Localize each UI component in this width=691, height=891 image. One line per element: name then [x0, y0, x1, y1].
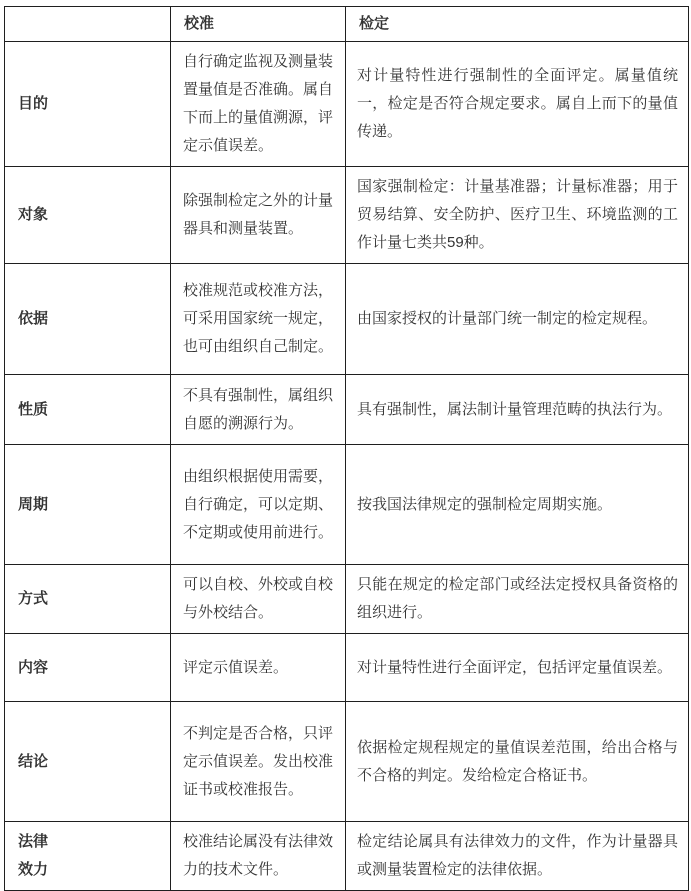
cell-content-calibration: 评定示值误差。 [171, 634, 346, 702]
cell-purpose-calibration: 自行确定监视及测量装置量值是否准确。属自下而上的量值溯源，评定示值误差。 [171, 42, 346, 167]
cell-content-verification: 对计量特性进行全面评定，包括评定量值误差。 [346, 634, 689, 702]
cell-basis-calibration: 校准规范或校准方法，可采用国家统一规定，也可由组织自己制定。 [171, 264, 346, 375]
row-label-cycle: 周期 [5, 445, 171, 565]
row-label-object: 对象 [5, 167, 171, 264]
comparison-table [4, 6, 689, 891]
cell-cycle-calibration: 由组织根据使用需要，自行确定，可以定期、不定期或使用前进行。 [171, 445, 346, 565]
table-row-content [5, 634, 689, 702]
cell-object-verification: 国家强制检定：计量基准器；计量标准器；用于贸易结算、安全防护、医疗卫生、环境监测的工作计量七类共59种。 [346, 167, 689, 264]
cell-nature-verification: 具有强制性，属法制计量管理范畴的执法行为。 [346, 375, 689, 445]
cell-method-verification: 只能在规定的检定部门或经法定授权具备资格的组织进行。 [346, 565, 689, 634]
cell-legal-effect-verification: 检定结论属具有法律效力的文件，作为计量器具或测量装置检定的法律依据。 [346, 822, 689, 891]
table-row-basis [5, 264, 689, 375]
row-label-nature: 性质 [5, 375, 171, 445]
cell-conclusion-calibration: 不判定是否合格，只评定示值误差。发出校准证书或校准报告。 [171, 702, 346, 822]
table-row-legal-effect [5, 822, 689, 891]
cell-basis-verification: 由国家授权的计量部门统一制定的检定规程。 [346, 264, 689, 375]
cell-cycle-verification: 按我国法律规定的强制检定周期实施。 [346, 445, 689, 565]
cell-method-calibration: 可以自校、外校或自校与外校结合。 [171, 565, 346, 634]
table-row-cycle [5, 445, 689, 565]
row-label-content: 内容 [5, 634, 171, 702]
table-header-row [5, 7, 689, 42]
cell-object-calibration: 除强制检定之外的计量器具和测量装置。 [171, 167, 346, 264]
table-row-object [5, 167, 689, 264]
row-label-basis: 依据 [5, 264, 171, 375]
cell-legal-effect-calibration: 校准结论属没有法律效力的技术文件。 [171, 822, 346, 891]
table-row-method [5, 565, 689, 634]
row-label-legal-effect: 法律 效力 [5, 822, 171, 891]
cell-nature-calibration: 不具有强制性，属组织自愿的溯源行为。 [171, 375, 346, 445]
header-corner-cell [5, 7, 171, 42]
cell-conclusion-verification: 依据检定规程规定的量值误差范围，给出合格与不合格的判定。发给检定合格证书。 [346, 702, 689, 822]
header-calibration: 校准 [171, 7, 346, 42]
cell-purpose-verification: 对计量特性进行强制性的全面评定。属量值统一，检定是否符合规定要求。属自上而下的量值传递。 [346, 42, 689, 167]
row-label-purpose: 目的 [5, 42, 171, 167]
row-label-method: 方式 [5, 565, 171, 634]
header-verification: 检定 [346, 7, 689, 42]
row-label-conclusion: 结论 [5, 702, 171, 822]
table-row-conclusion [5, 702, 689, 822]
table-row-purpose [5, 42, 689, 167]
table-row-nature [5, 375, 689, 445]
